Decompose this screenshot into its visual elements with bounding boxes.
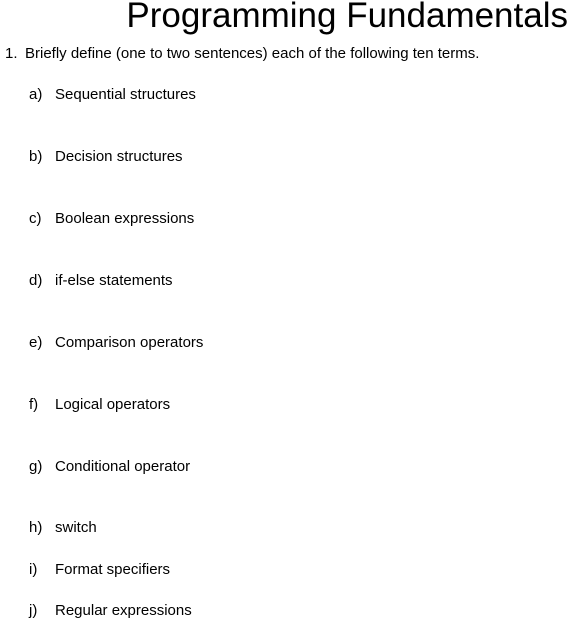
term-letter: c)	[29, 210, 42, 227]
term-letter: i)	[29, 561, 38, 578]
term-text: if-else statements	[55, 272, 173, 289]
term-text: Conditional operator	[55, 458, 191, 475]
term-letter: j)	[29, 602, 38, 619]
term-letter: f)	[29, 396, 39, 413]
term-text: Comparison operators	[55, 334, 204, 351]
question-number: 1.	[5, 45, 18, 62]
term-letter: h)	[29, 519, 43, 536]
term-text: Format specifiers	[55, 561, 171, 578]
question-1	[5, 45, 479, 63]
term-text: Decision structures	[55, 148, 183, 165]
term-text: switch	[55, 519, 97, 536]
term-text: Boolean expressions	[55, 210, 195, 227]
term-letter: d)	[29, 272, 43, 289]
term-letter: b)	[29, 148, 43, 165]
term-text: Sequential structures	[55, 86, 196, 103]
question-prompt: Briefly define (one to two sentences) each of the following ten terms.	[25, 45, 480, 62]
term-text: Logical operators	[55, 396, 171, 413]
term-letter: a)	[29, 86, 43, 103]
term-letter: g)	[29, 458, 43, 475]
term-text: Regular expressions	[55, 602, 192, 619]
term-letter: e)	[29, 334, 43, 351]
page-title: Programming Fundamentals	[126, 0, 568, 35]
